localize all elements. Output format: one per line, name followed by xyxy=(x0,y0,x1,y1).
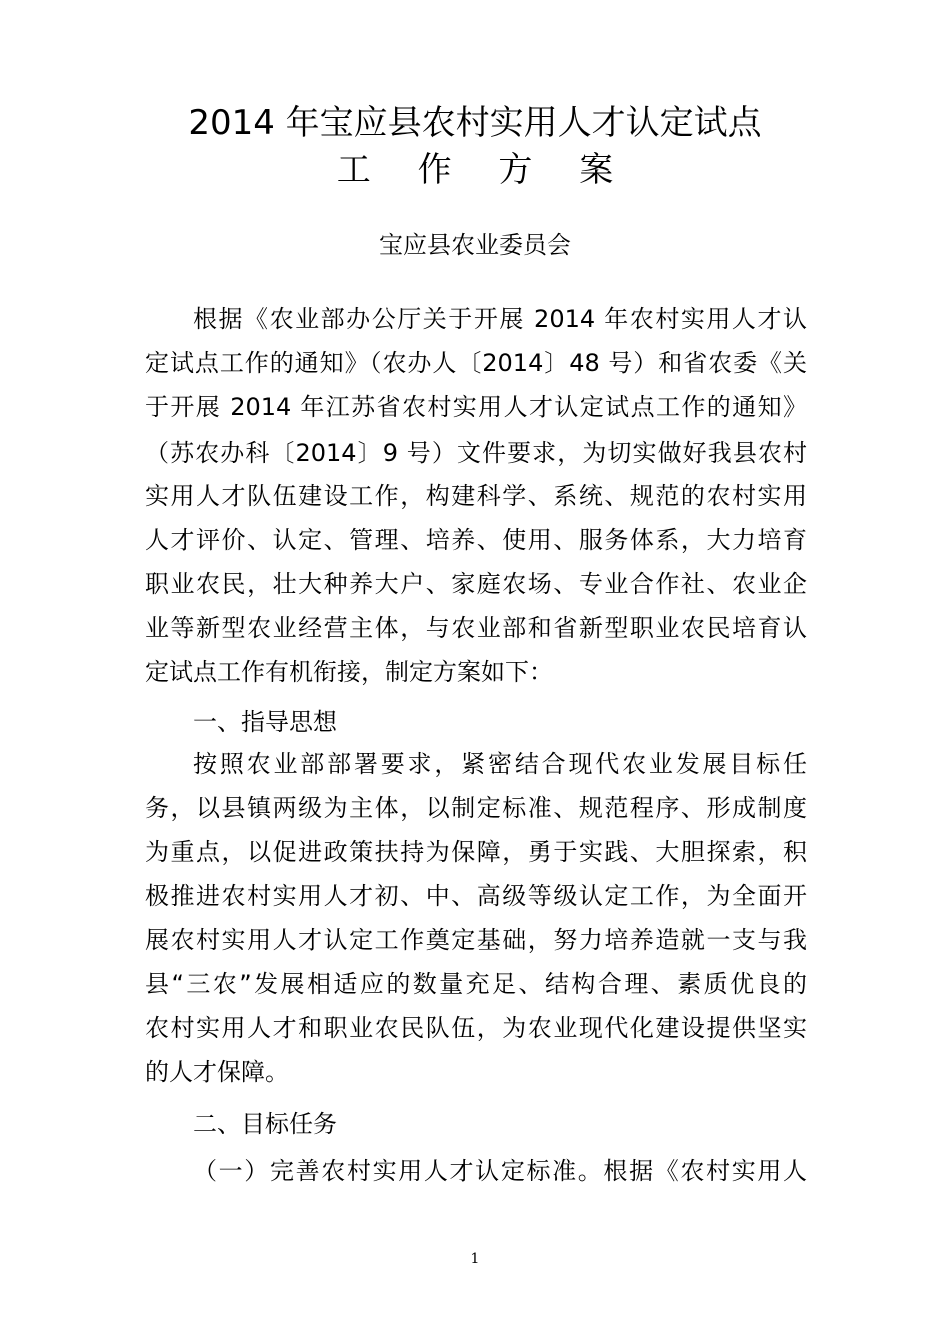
body-line: （一）完善农村实用人才认定标准。根据《农村实用人 xyxy=(193,1157,807,1185)
body-line: 定试点工作的通知》（农办人〔2014〕48 号）和省农委《关 xyxy=(145,349,807,377)
body-line: 极推进农村实用人才初、中、高级等级认定工作，为全面开 xyxy=(145,882,807,910)
document-author: 宝应县农业委员会 xyxy=(379,231,571,259)
body-line: 实用人才队伍建设工作，构建科学、系统、规范的农村实用 xyxy=(145,482,807,510)
body-line: 农村实用人才和职业农民队伍，为农业现代化建设提供坚实 xyxy=(145,1014,807,1042)
body-line: 的人才保障。 xyxy=(145,1058,289,1086)
section-heading: 二、目标任务 xyxy=(193,1110,337,1138)
document-title-line-2: 工 作 方 案 xyxy=(336,150,632,190)
body-line: 展农村实用人才认定工作奠定基础，努力培养造就一支与我 xyxy=(145,926,807,954)
body-line: 务，以县镇两级为主体，以制定标准、规范程序、形成制度 xyxy=(145,794,807,822)
page-number: 1 xyxy=(470,1251,480,1267)
body-line: 职业农民，壮大种养大户、家庭农场、专业合作社、农业企 xyxy=(145,570,807,598)
body-line: 人才评价、认定、管理、培养、使用、服务体系，大力培育 xyxy=(145,526,807,554)
body-line: 于开展 2014 年江苏省农村实用人才认定试点工作的通知》 xyxy=(145,393,807,421)
document-title-line-1: 2014 年宝应县农村实用人才认定试点 xyxy=(188,103,762,143)
body-line: 县“三农”发展相适应的数量充足、结构合理、素质优良的 xyxy=(145,970,807,998)
body-line: 为重点，以促进政策扶持为保障，勇于实践、大胆探索，积 xyxy=(145,838,807,866)
section-heading: 一、指导思想 xyxy=(193,708,337,736)
body-line: （苏农办科〔2014〕9 号）文件要求，为切实做好我县农村 xyxy=(145,439,807,467)
body-line: 根据《农业部办公厅关于开展 2014 年农村实用人才认 xyxy=(193,305,807,333)
body-line: 按照农业部部署要求，紧密结合现代农业发展目标任 xyxy=(193,750,807,778)
body-line: 业等新型农业经营主体，与农业部和省新型职业农民培育认 xyxy=(145,614,807,642)
body-line: 定试点工作有机衔接，制定方案如下： xyxy=(145,658,553,686)
